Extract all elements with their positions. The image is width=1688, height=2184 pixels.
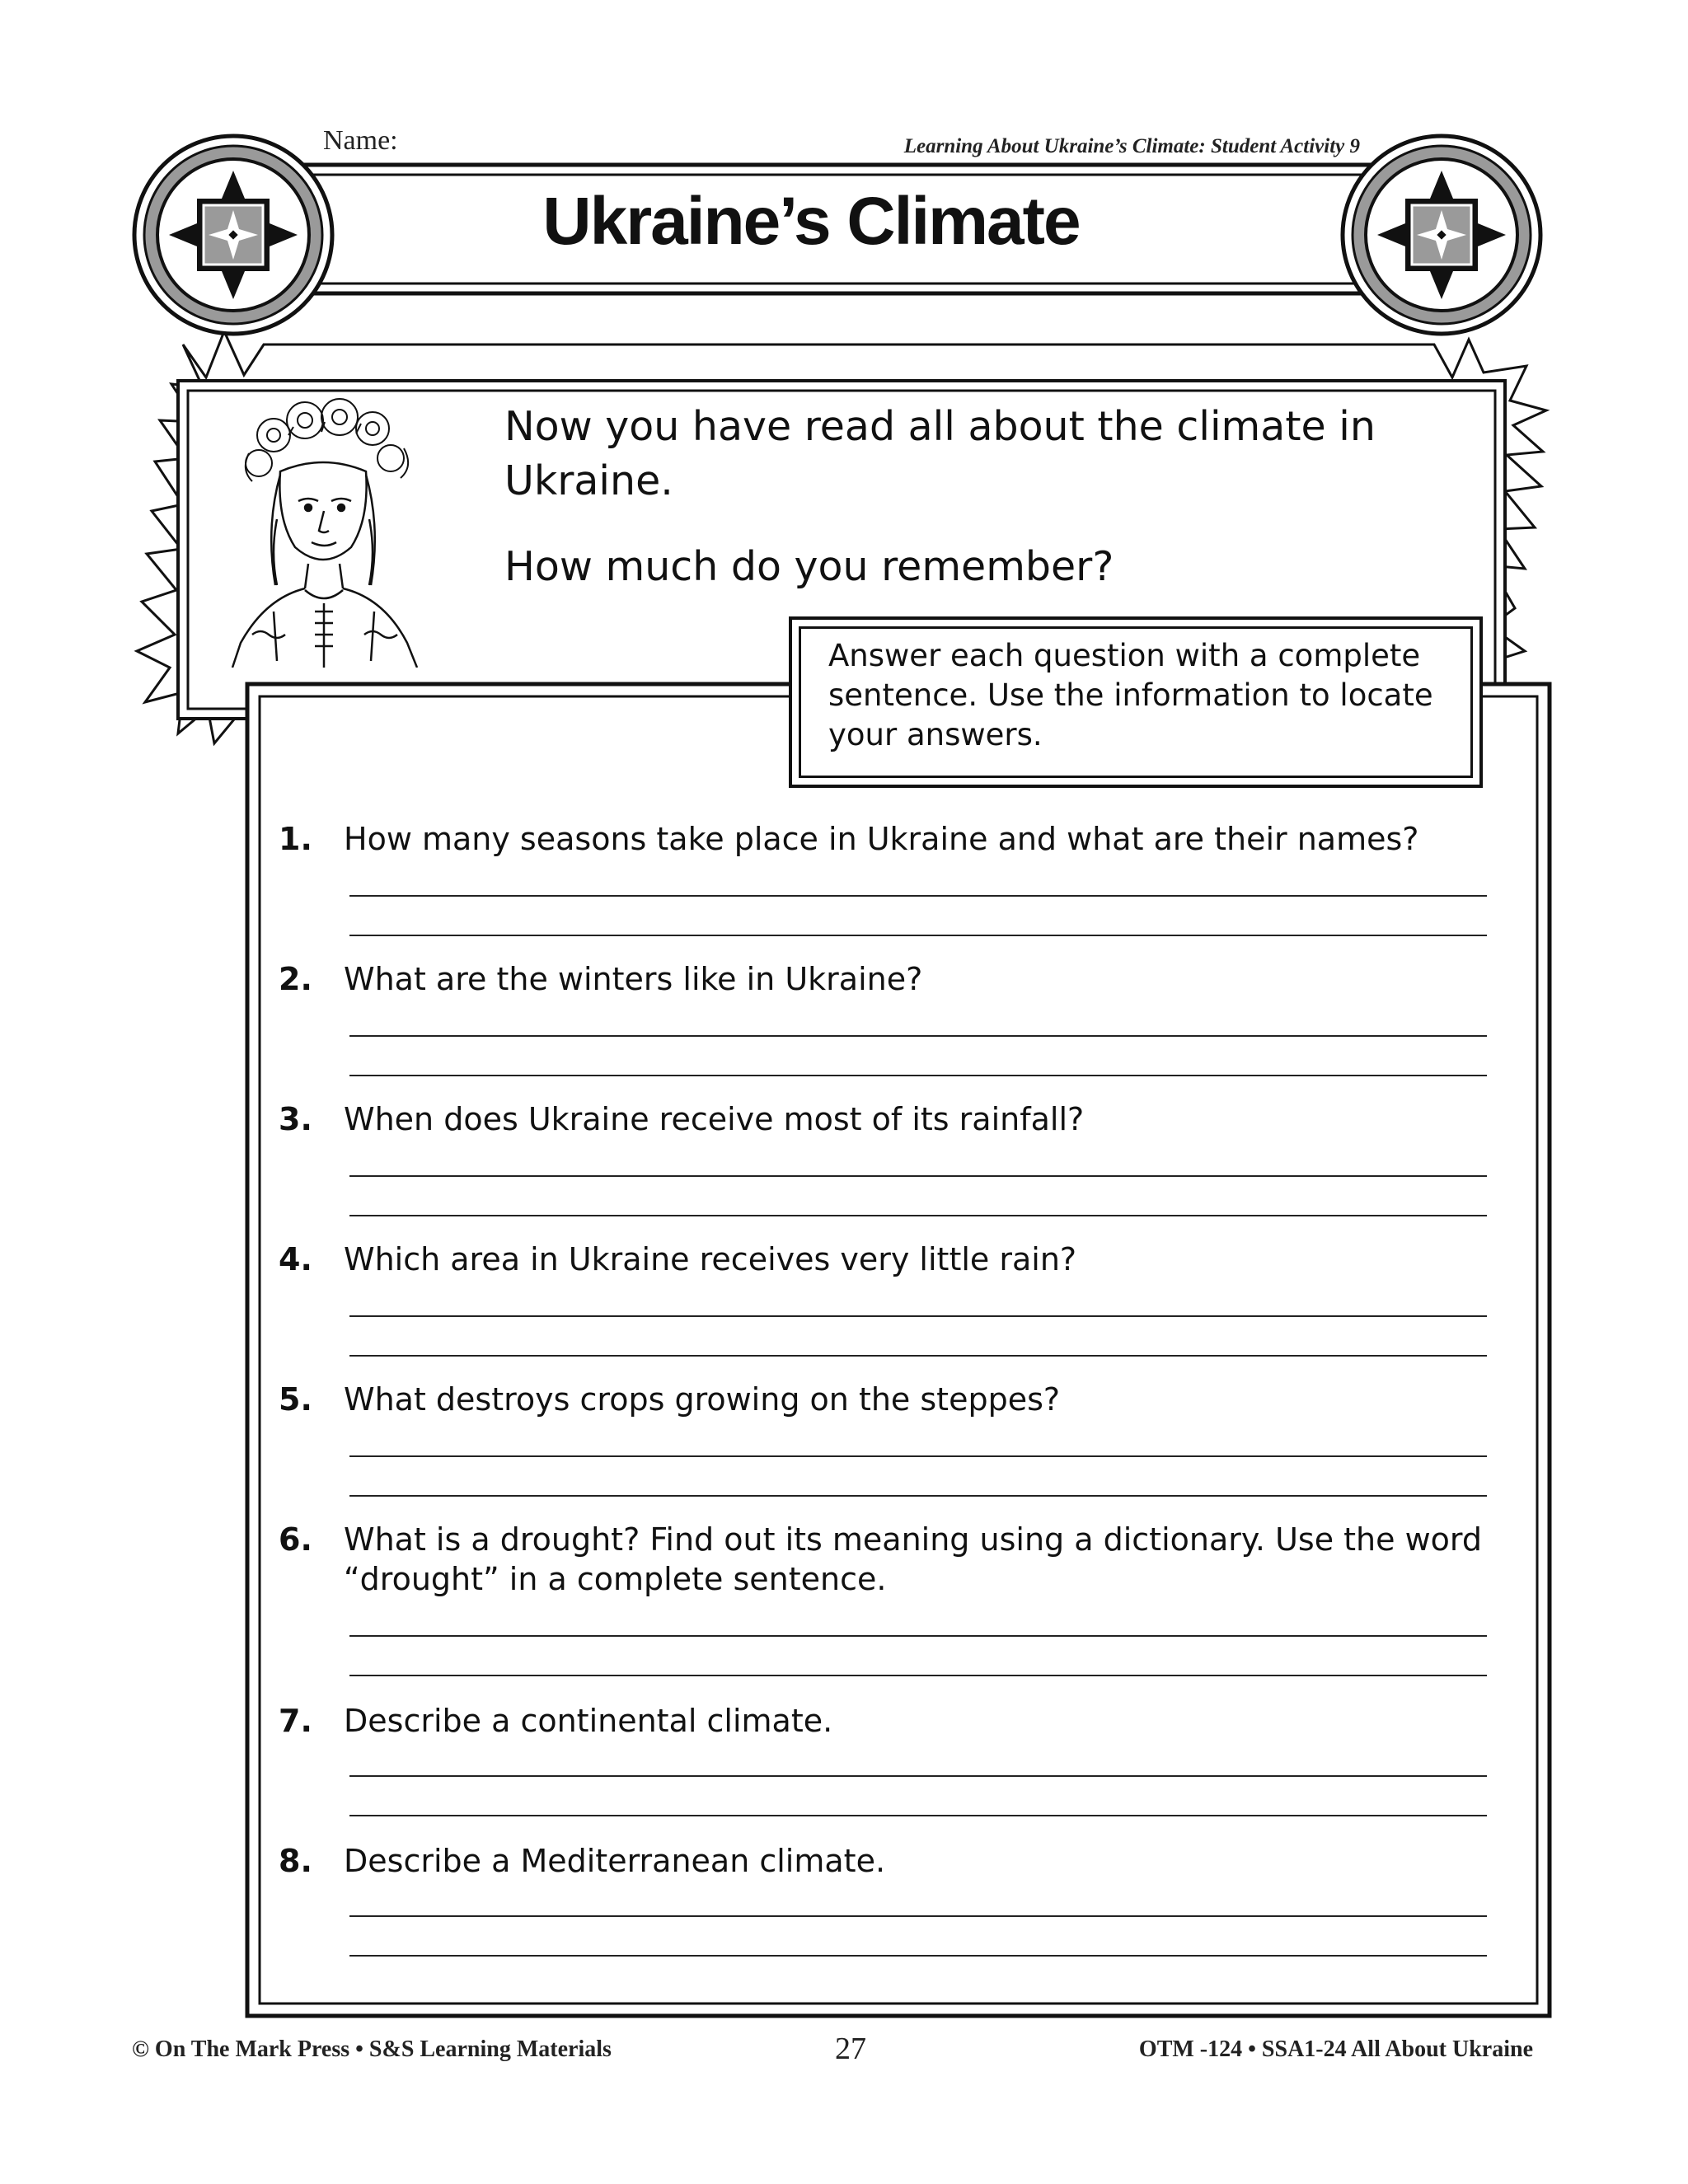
question-text: What is a drought? Find out its meaning using a dictionary. Use the word bbox=[344, 1521, 1483, 1558]
answer-line[interactable] bbox=[349, 1635, 1487, 1637]
star-quilt-medallion-icon bbox=[1339, 132, 1545, 338]
footer-product-code: OTM -124 • SSA1-24 All About Ukraine bbox=[1138, 2036, 1533, 2062]
question-text: Describe a Mediterranean climate. bbox=[344, 1843, 886, 1879]
answer-line[interactable] bbox=[349, 1495, 1487, 1497]
answer-line[interactable] bbox=[349, 1455, 1487, 1457]
question-number: 6. bbox=[279, 1521, 312, 1558]
instruction-text bbox=[828, 636, 1471, 755]
page-title: Ukraine’s Climate bbox=[542, 184, 1080, 259]
question-number: 1. bbox=[279, 821, 312, 857]
question-text: How many seasons take place in Ukraine and what are their names? bbox=[344, 821, 1419, 857]
answer-line[interactable] bbox=[349, 1915, 1487, 1917]
instruction-line-1: Answer each question with a complete bbox=[828, 638, 1421, 673]
answer-line[interactable] bbox=[349, 1355, 1487, 1357]
intro-line-2: Ukraine. bbox=[504, 457, 673, 504]
name-label: Name: bbox=[323, 125, 398, 156]
question-number: 8. bbox=[279, 1843, 312, 1879]
answer-line[interactable] bbox=[349, 1215, 1487, 1216]
question-text: When does Ukraine receive most of its rainfall? bbox=[344, 1101, 1085, 1137]
answer-line[interactable] bbox=[349, 1075, 1487, 1076]
answer-line[interactable] bbox=[349, 1175, 1487, 1177]
activity-label: Learning About Ukraine’s Climate: Student Activity 9 bbox=[903, 135, 1360, 157]
instruction-line-3: your answers. bbox=[828, 717, 1043, 752]
answer-line[interactable] bbox=[349, 1315, 1487, 1317]
question-number: 5. bbox=[279, 1381, 312, 1418]
footer-copyright: © On The Mark Press • S&S Learning Materials bbox=[132, 2036, 612, 2062]
intro-line-1: Now you have read all about the climate in bbox=[504, 403, 1376, 450]
answer-line[interactable] bbox=[349, 1955, 1487, 1957]
question-number: 4. bbox=[279, 1241, 312, 1277]
instruction-line-2: sentence. Use the information to locate bbox=[828, 677, 1433, 713]
question-number: 2. bbox=[279, 961, 312, 997]
question-number: 3. bbox=[279, 1101, 312, 1137]
answer-line[interactable] bbox=[349, 1675, 1487, 1676]
answer-line[interactable] bbox=[349, 935, 1487, 936]
question-text: Describe a continental climate. bbox=[344, 1703, 833, 1739]
question-text: What are the winters like in Ukraine? bbox=[344, 961, 923, 997]
answer-line[interactable] bbox=[349, 1035, 1487, 1037]
ukrainian-girl-illustration bbox=[216, 396, 438, 668]
intro-question: How much do you remember? bbox=[504, 543, 1114, 590]
answer-line[interactable] bbox=[349, 895, 1487, 897]
question-text: Which area in Ukraine receives very little rain? bbox=[344, 1241, 1077, 1277]
question-text: What destroys crops growing on the steppes? bbox=[344, 1381, 1061, 1418]
answer-line[interactable] bbox=[349, 1775, 1487, 1777]
question-text-continued: “drought” in a complete sentence. bbox=[344, 1561, 887, 1597]
page-number: 27 bbox=[835, 2032, 866, 2066]
question-number: 7. bbox=[279, 1703, 312, 1739]
answer-line[interactable] bbox=[349, 1815, 1487, 1816]
